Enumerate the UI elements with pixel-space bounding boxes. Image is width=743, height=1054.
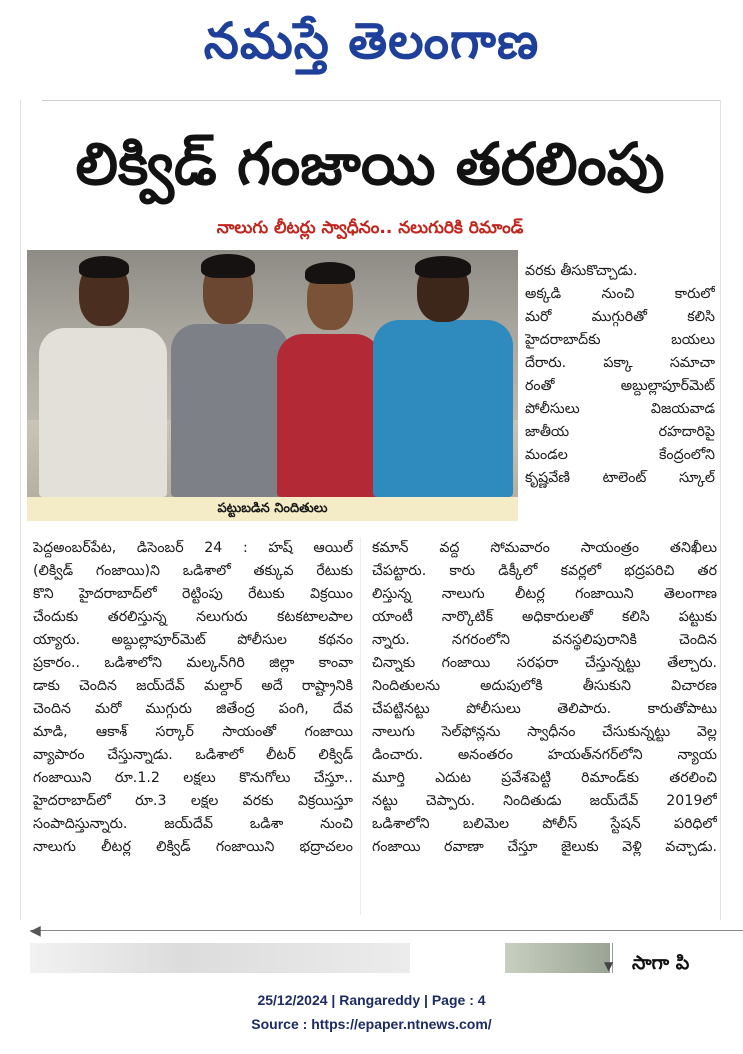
text-line: పెద్దఅంబర్‌పేట, డిసెంబర్ 24 : హష్ ఆయిల్ xyxy=(33,540,353,556)
text-line: హైదరాబాద్‌లో రూ.3 లక్షల వరకు విక్రయిస్తూ xyxy=(33,793,353,809)
article-subheadline: నాలుగు లీటర్లు స్వాధీనం.. నలుగురికి రిమాండ్ xyxy=(216,218,524,238)
text-line: మూర్తి ఎదుట ప్రవేశపెట్టి రిమాండ్‌కు తరలించి xyxy=(372,770,717,786)
text-line: సంపాదిస్తున్నారు. జయ్‌దేవ్ ఒడిశా నుంచి xyxy=(33,816,353,832)
top-rule xyxy=(42,100,720,101)
article-column-right-top xyxy=(525,260,715,490)
next-article-image xyxy=(30,943,410,973)
text-line: వ్యాపారం చేస్తున్నాడు. ఒడిశాలో లీటర్ లిక్విడ్ xyxy=(33,747,353,763)
text-line: నాలుగు లీటర్ల లిక్విడ్ గంజాయిని భద్రాచలం xyxy=(33,839,353,855)
text-line: చేందుకు తరలిస్తున్న నలుగురు కటకటాలపాల xyxy=(33,609,353,625)
suspect-figure-3 xyxy=(277,250,387,497)
text-line: మరో ముగ్గురితో కలిసి xyxy=(525,309,715,325)
text-line: చెందిన మరో ముగ్గురు జితేంద్ర పంగి, దేవ xyxy=(33,701,353,717)
article-column-middle xyxy=(372,537,717,859)
footer-date-edition: 25/12/2024 | Rangareddy | Page : 4 xyxy=(257,992,486,1008)
left-arrow-icon: ◀ xyxy=(30,923,41,939)
bottom-divider xyxy=(30,930,743,931)
right-column-line xyxy=(720,100,721,920)
text-line: పోలీసులు విజయవాడ xyxy=(525,401,715,417)
article-photo xyxy=(27,250,518,497)
down-arrow-icon: ▼ xyxy=(604,959,614,973)
text-line: దేరారు. పక్కా సమాచా xyxy=(525,355,715,371)
text-line: ఒడిశాలోని బలిమెల పోలీస్ స్టేషన్ పరిధిలో xyxy=(372,816,717,832)
text-line: నాలుగు సెల్‌ఫోన్లను స్వాధీనం చేసుకున్నట్టు వెల్ల xyxy=(372,724,717,740)
text-line: కమాన్ వద్ద సోమవారం సాయంత్రం తనిఖీలు xyxy=(372,540,717,556)
suspect-figure-2 xyxy=(167,250,291,497)
next-article-teaser: సాగా పి xyxy=(632,952,690,974)
footer-source: Source : https://epaper.ntnews.com/ xyxy=(251,1016,492,1032)
next-article-image-right xyxy=(505,943,610,973)
text-line: కృష్ణవేణి టాలెంట్ స్కూల్ xyxy=(525,470,715,486)
text-line: లిస్తున్న నాలుగు లీటర్ల గంజాయిని తెలంగాణ xyxy=(372,586,717,602)
text-line: న్నారు. నగరంలోని వనస్థలిపురానికి చెందిన xyxy=(372,632,717,648)
suspect-figure-4 xyxy=(373,250,513,497)
text-line: గంజాయిని రూ.1.2 లక్షలు కొనుగోలు చేస్తూ.. xyxy=(33,770,353,786)
text-line: డాకు చెందిన జయ్‌దేవ్ మల్దార్ అదే రాష్ట్రానికి xyxy=(33,678,353,694)
article-headline: లిక్విడ్ గంజాయి తరలింపు xyxy=(75,130,665,198)
text-line: మండల కేంద్రంలోని xyxy=(525,447,715,463)
text-line: రంతో అబ్దుల్లాపూర్‌మెట్ xyxy=(525,378,715,394)
article-column-left xyxy=(33,537,353,859)
text-line: కొని హైదరాబాద్‌లో రెట్టింపు రేటుకు విక్రయిం xyxy=(33,586,353,602)
suspect-figure-1 xyxy=(33,250,173,497)
text-line: ప్రకారం.. ఒడిశాలోని మల్కన్‌గిరి జిల్లా కాంవా xyxy=(33,655,353,671)
text-line: చేపట్టారు. కారు డిక్కీలో కవర్లలో భద్రపరిచి తర xyxy=(372,563,717,579)
text-line: నట్టు చెప్పారు. నిందితుడు జయ్‌దేవ్ 2019లో xyxy=(372,793,717,809)
text-line: మాడి, ఆకాశ్ సర్కార్ సాయంతో గంజాయి xyxy=(33,724,353,740)
column-gutter xyxy=(360,537,361,915)
text-line: జాతీయ రహదారిపై xyxy=(525,424,715,440)
text-line: నిందితులను అదుపులోకి తీసుకుని విచారణ xyxy=(372,678,717,694)
text-line: గంజాయి రవాణా చేస్తూ జైలుకు వెళ్లి వచ్చాడు. xyxy=(372,839,717,855)
text-line: య్యారు. అబ్దుల్లాపూర్‌మెట్ పోలీసుల కథనం xyxy=(33,632,353,648)
text-line: హైదరాబాద్‌కు బయలు xyxy=(525,332,715,348)
text-line: అక్కడి నుంచి కారులో xyxy=(525,286,715,302)
text-line: (లిక్విడ్ గంజాయి)ని ఒడిశాలో తక్కువ రేటుకు xyxy=(33,563,353,579)
text-line: యాంటీ నార్కొటిక్ అధికారులతో కలిసి పట్టుకు xyxy=(372,609,717,625)
text-line: వరకు తీసుకొచ్చాడు. xyxy=(525,263,638,279)
text-line: డించారు. అనంతరం హయత్‌నగర్‌లోని న్యాయ xyxy=(372,747,717,763)
photo-caption: పట్టుబడిన నిందితులు xyxy=(217,501,328,516)
text-line: చేపట్టినట్టు పోలీసులు తెలిపారు. కారుతోపాటు xyxy=(372,701,717,717)
masthead-logo: నమస్తే తెలంగాణ xyxy=(203,12,540,70)
text-line: చిన్నాకు గంజాయి సరఫరా చేస్తున్నట్టు తేల్చారు. xyxy=(372,655,717,671)
